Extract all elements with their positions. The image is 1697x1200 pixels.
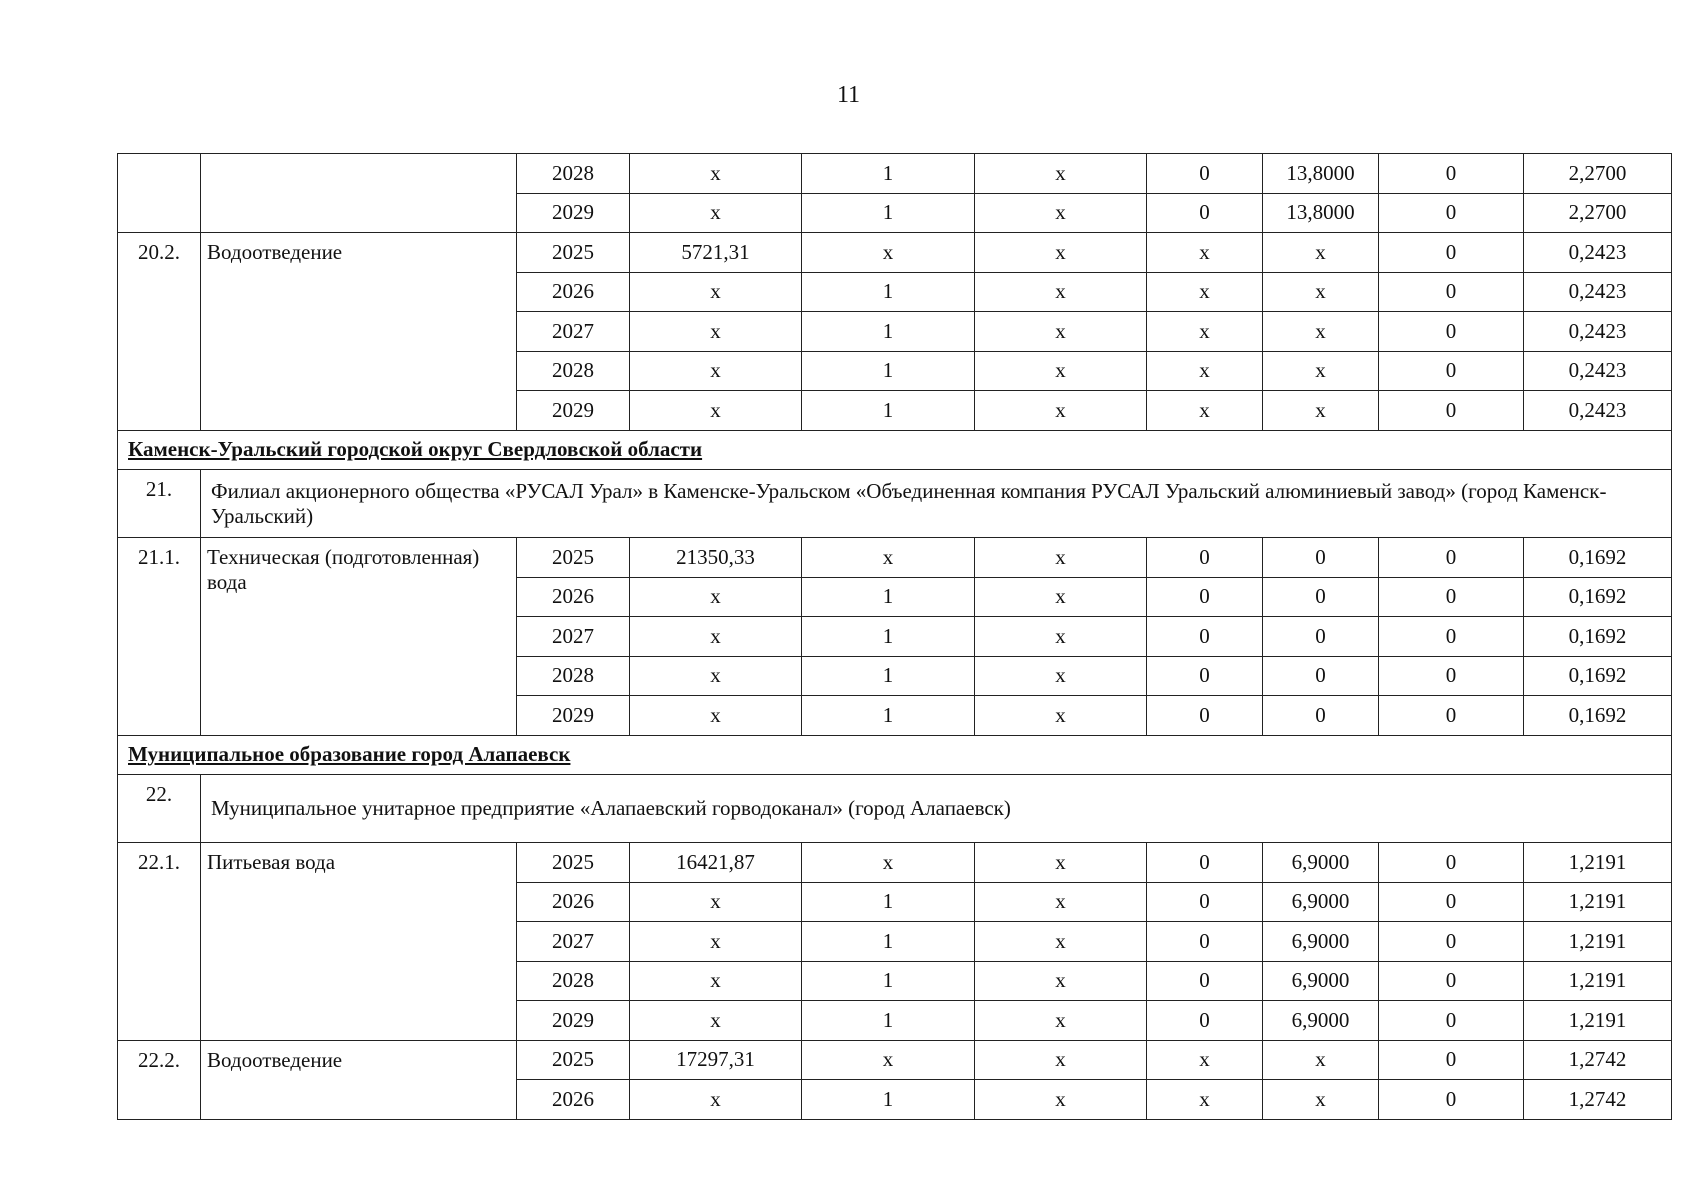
value-cell: 6,9000 (1263, 1001, 1379, 1041)
row-number: 22. (118, 775, 201, 843)
value-cell: x (975, 843, 1147, 883)
value-cell: x (975, 193, 1147, 233)
value-cell: 0 (1147, 1001, 1263, 1041)
table-row (118, 233, 1672, 273)
value-cell: 17297,31 (630, 1040, 802, 1080)
value-cell: x (975, 154, 1147, 194)
value-cell: 0 (1263, 538, 1379, 578)
value-cell: x (975, 233, 1147, 273)
value-cell: 6,9000 (1263, 922, 1379, 962)
value-cell: x (975, 961, 1147, 1001)
value-cell: x (975, 577, 1147, 617)
value-cell: 1 (802, 312, 975, 352)
value-cell: x (630, 154, 802, 194)
value-cell: 1 (802, 154, 975, 194)
year-cell: 2025 (517, 1040, 630, 1080)
value-cell: 1 (802, 922, 975, 962)
value-cell: 0 (1379, 843, 1524, 883)
value-cell: 0 (1263, 656, 1379, 696)
year-cell: 2029 (517, 1001, 630, 1041)
value-cell: x (630, 1001, 802, 1041)
value-cell: x (975, 922, 1147, 962)
value-cell: 1,2742 (1524, 1040, 1672, 1080)
value-cell: 1 (802, 272, 975, 312)
table-row (118, 470, 1672, 538)
page-number: 11 (836, 82, 861, 108)
year-cell: 2027 (517, 617, 630, 657)
value-cell: x (630, 193, 802, 233)
year-cell: 2028 (517, 154, 630, 194)
value-cell: 0 (1379, 882, 1524, 922)
value-cell: 0 (1147, 193, 1263, 233)
value-cell: 0 (1379, 617, 1524, 657)
value-cell: 0,1692 (1524, 696, 1672, 736)
value-cell: 0 (1379, 233, 1524, 273)
section-heading: Каменск-Уральский городской округ Свердловской области (118, 430, 1672, 470)
row-number: 20.2. (118, 233, 201, 431)
value-cell: 6,9000 (1263, 882, 1379, 922)
value-cell: 21350,33 (630, 538, 802, 578)
year-cell: 2027 (517, 922, 630, 962)
value-cell: x (975, 312, 1147, 352)
value-cell: 0 (1379, 312, 1524, 352)
value-cell: 1 (802, 882, 975, 922)
value-cell: 0 (1263, 696, 1379, 736)
value-cell: 1 (802, 696, 975, 736)
row-number: 21.1. (118, 538, 201, 736)
value-cell: x (802, 1040, 975, 1080)
value-cell: x (630, 696, 802, 736)
row-number: 21. (118, 470, 201, 538)
year-cell: 2025 (517, 233, 630, 273)
value-cell: 0 (1379, 922, 1524, 962)
value-cell: x (630, 882, 802, 922)
value-cell: x (802, 843, 975, 883)
value-cell: 0 (1147, 696, 1263, 736)
value-cell: 2,2700 (1524, 193, 1672, 233)
value-cell: 1,2191 (1524, 922, 1672, 962)
year-cell: 2028 (517, 961, 630, 1001)
value-cell: 1 (802, 193, 975, 233)
service-name: Техническая (подготовленная) вода (201, 538, 517, 736)
row-number (118, 154, 201, 233)
value-cell: x (1263, 351, 1379, 391)
value-cell: x (975, 391, 1147, 431)
value-cell: 2,2700 (1524, 154, 1672, 194)
table-body (118, 154, 1672, 1120)
value-cell: x (1147, 1040, 1263, 1080)
value-cell: 0 (1147, 577, 1263, 617)
table-row (118, 1040, 1672, 1080)
year-cell: 2028 (517, 656, 630, 696)
value-cell: x (975, 617, 1147, 657)
value-cell: 0 (1379, 391, 1524, 431)
value-cell: x (1263, 1040, 1379, 1080)
value-cell: 1 (802, 351, 975, 391)
value-cell: 0,2423 (1524, 233, 1672, 273)
value-cell: 1 (802, 391, 975, 431)
table-row (118, 154, 1672, 194)
value-cell: x (630, 961, 802, 1001)
value-cell: x (630, 272, 802, 312)
value-cell: x (975, 351, 1147, 391)
year-cell: 2028 (517, 351, 630, 391)
year-cell: 2029 (517, 193, 630, 233)
value-cell: x (1147, 312, 1263, 352)
year-cell: 2026 (517, 577, 630, 617)
year-cell: 2027 (517, 312, 630, 352)
year-cell: 2025 (517, 843, 630, 883)
value-cell: 0 (1379, 538, 1524, 578)
service-name: Питьевая вода (201, 843, 517, 1041)
value-cell: x (630, 351, 802, 391)
value-cell: 6,9000 (1263, 961, 1379, 1001)
value-cell: x (1147, 233, 1263, 273)
organization-name: Муниципальное унитарное предприятие «Алапаевский горводоканал» (город Алапаевск) (201, 775, 1672, 843)
value-cell: x (1147, 391, 1263, 431)
value-cell: 1,2191 (1524, 1001, 1672, 1041)
value-cell: x (1263, 272, 1379, 312)
table-row (118, 538, 1672, 578)
value-cell: 1 (802, 656, 975, 696)
value-cell: 1 (802, 1080, 975, 1120)
value-cell: x (630, 617, 802, 657)
value-cell: 1 (802, 617, 975, 657)
value-cell: x (630, 312, 802, 352)
value-cell: 0 (1379, 1001, 1524, 1041)
year-cell: 2029 (517, 696, 630, 736)
value-cell: 0 (1379, 577, 1524, 617)
value-cell: 0,1692 (1524, 617, 1672, 657)
value-cell: x (630, 656, 802, 696)
service-name (201, 154, 517, 233)
value-cell: x (975, 272, 1147, 312)
value-cell: x (975, 1040, 1147, 1080)
value-cell: 0 (1379, 154, 1524, 194)
value-cell: 0 (1379, 696, 1524, 736)
value-cell: 5721,31 (630, 233, 802, 273)
table-row (118, 843, 1672, 883)
value-cell: x (630, 922, 802, 962)
value-cell: 16421,87 (630, 843, 802, 883)
value-cell: 1 (802, 1001, 975, 1041)
value-cell: x (975, 1080, 1147, 1120)
value-cell: 0,1692 (1524, 538, 1672, 578)
tariff-table (117, 153, 1672, 1120)
value-cell: 0 (1147, 538, 1263, 578)
value-cell: 0 (1379, 1080, 1524, 1120)
value-cell: x (1147, 1080, 1263, 1120)
year-cell: 2026 (517, 1080, 630, 1120)
value-cell: 1,2742 (1524, 1080, 1672, 1120)
value-cell: 0 (1263, 577, 1379, 617)
year-cell: 2026 (517, 882, 630, 922)
service-name: Водоотведение (201, 1040, 517, 1119)
value-cell: x (630, 577, 802, 617)
value-cell: x (1147, 351, 1263, 391)
value-cell: 0 (1147, 922, 1263, 962)
value-cell: x (975, 1001, 1147, 1041)
value-cell: 6,9000 (1263, 843, 1379, 883)
value-cell: 0,2423 (1524, 312, 1672, 352)
value-cell: 0 (1263, 617, 1379, 657)
value-cell: 1,2191 (1524, 843, 1672, 883)
value-cell: 0 (1379, 272, 1524, 312)
service-name: Водоотведение (201, 233, 517, 431)
organization-name: Филиал акционерного общества «РУСАЛ Урал» в Каменске-Уральском «Объединенная компания РУСАЛ Уральский алюминиевый завод» (город Каменск-Уральский) (201, 470, 1672, 538)
value-cell: 0,2423 (1524, 272, 1672, 312)
value-cell: x (975, 882, 1147, 922)
value-cell: 0 (1147, 961, 1263, 1001)
value-cell: 1,2191 (1524, 961, 1672, 1001)
value-cell: x (630, 1080, 802, 1120)
value-cell: x (1263, 391, 1379, 431)
year-cell: 2026 (517, 272, 630, 312)
value-cell: x (802, 538, 975, 578)
value-cell: 0,2423 (1524, 351, 1672, 391)
value-cell: 0 (1147, 154, 1263, 194)
year-cell: 2029 (517, 391, 630, 431)
value-cell: 1,2191 (1524, 882, 1672, 922)
value-cell: 13,8000 (1263, 154, 1379, 194)
value-cell: 0,1692 (1524, 577, 1672, 617)
value-cell: 0 (1379, 193, 1524, 233)
value-cell: x (1263, 312, 1379, 352)
value-cell: x (802, 233, 975, 273)
table-row (118, 430, 1672, 470)
section-heading: Муниципальное образование город Алапаевск (118, 735, 1672, 775)
value-cell: 0 (1147, 843, 1263, 883)
row-number: 22.2. (118, 1040, 201, 1119)
value-cell: 0 (1379, 1040, 1524, 1080)
value-cell: 0 (1379, 656, 1524, 696)
value-cell: 0 (1379, 961, 1524, 1001)
value-cell: 0 (1147, 882, 1263, 922)
value-cell: x (1263, 1080, 1379, 1120)
value-cell: x (1263, 233, 1379, 273)
row-number: 22.1. (118, 843, 201, 1041)
table-row (118, 775, 1672, 843)
value-cell: 1 (802, 577, 975, 617)
value-cell: x (975, 696, 1147, 736)
value-cell: x (975, 656, 1147, 696)
value-cell: 13,8000 (1263, 193, 1379, 233)
value-cell: 0 (1147, 656, 1263, 696)
year-cell: 2025 (517, 538, 630, 578)
value-cell: x (1147, 272, 1263, 312)
value-cell: 0,2423 (1524, 391, 1672, 431)
value-cell: x (630, 391, 802, 431)
value-cell: 0 (1147, 617, 1263, 657)
value-cell: 0,1692 (1524, 656, 1672, 696)
table-row (118, 735, 1672, 775)
value-cell: 1 (802, 961, 975, 1001)
value-cell: x (975, 538, 1147, 578)
value-cell: 0 (1379, 351, 1524, 391)
